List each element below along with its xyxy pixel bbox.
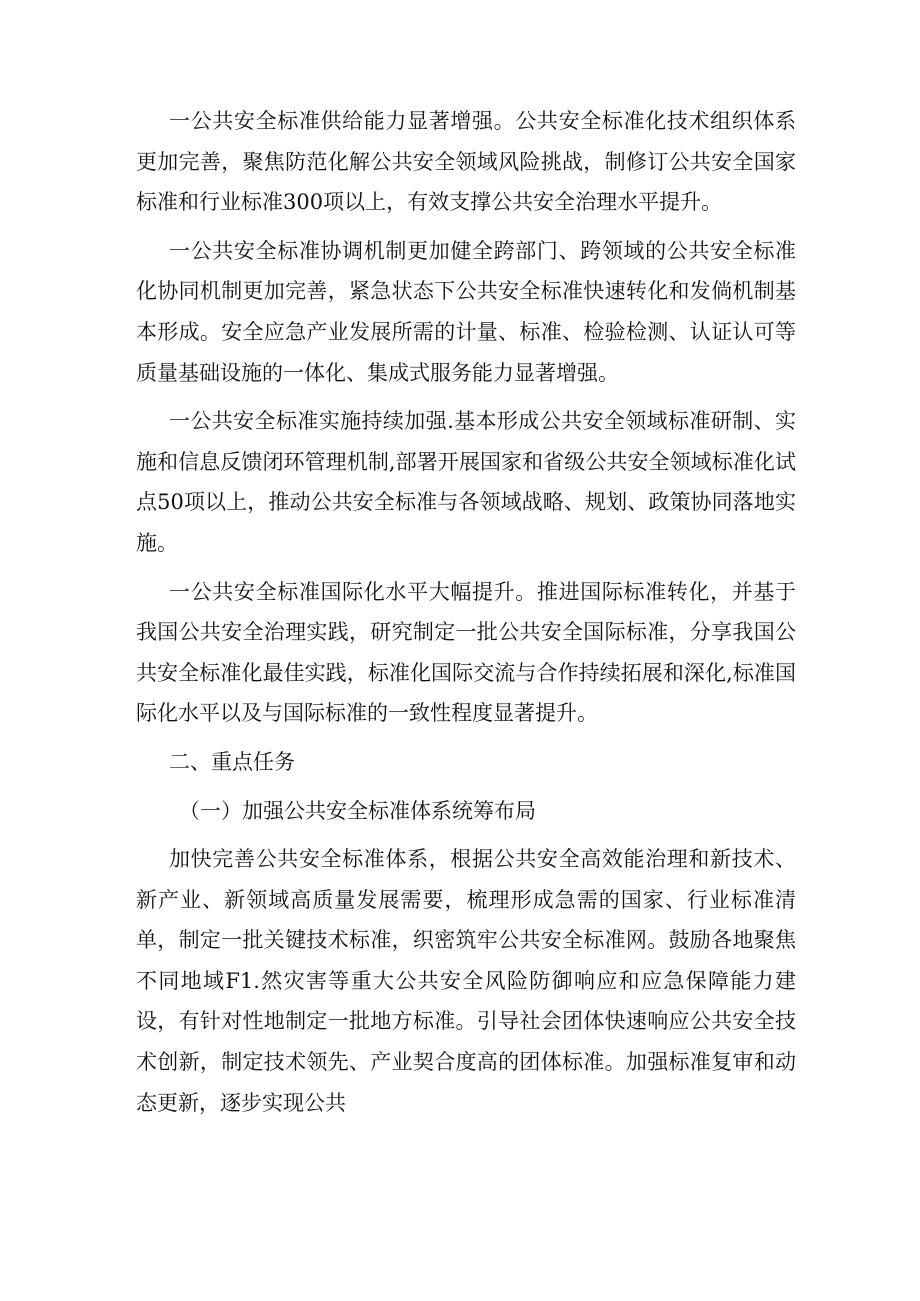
paragraph-implementation: 一公共安全标准实施持续加强.基本形成公共安全领域标准研制、实施和信息反馈闭环管理机制,部署开展国家和省级公共安全领域标准化试点50项以上，推动公共安全标准与各领域战略、规划、政策协同落地实施。 — [136, 409, 796, 555]
section-heading: 二、重点任务 — [169, 749, 295, 774]
subsection-heading: （一）加强公共安全标准体系统筹布局 — [179, 798, 536, 823]
paragraph-supply-capacity: 一公共安全标准供给能力显著增强。公共安全标准化技术组织体系更加完善，聚焦防范化解公共安全领域风险挑战，制修订公共安全国家标准和行业标准300项以上，有效支撑公共安全治理水平提升。 — [136, 109, 796, 215]
paragraph-standard-system: 加快完善公共安全标准体系，根据公共安全高效能治理和新技术、新产业、新领域高质量发展需要，梳理形成急需的国家、行业标准清单，制定一批关键技术标准，织密筑牢公共安全标准网。鼓励各地聚焦不同地域F1.然灾害等重大公共安全风险防御响应和应急保障能力建设，有针对性地制定一批地方标准。引导社会团体快速响应公共安全技术创新，制定技术领先、产业契合度高的团体标准。加强标准复审和动态更新，逐步实现公共 — [136, 847, 796, 1115]
document-page — [136, 101, 796, 1131]
paragraph-coordination-mechanism: 一公共安全标准协调机制更加健全跨部门、跨领域的公共安全标准化协同机制更加完善，紧急状态下公共安全标准快速转化和发倘机制基本形成。安全应急产业发展所需的计量、标准、检验检测、认证认可等质量基础设施的一体化、集成式服务能力显著增强。 — [136, 238, 796, 385]
paragraph-internationalization: 一公共安全标准国际化水平大幅提升。推进国际标准转化，并基于我国公共安全治理实践，研究制定一批公共安全国际标准，分享我国公共安全标准化最佳实践，标准化国际交流与合作持续拓展和深化,标准国际化水平以及与国际标准的一致性程度显著提升。 — [136, 579, 796, 726]
